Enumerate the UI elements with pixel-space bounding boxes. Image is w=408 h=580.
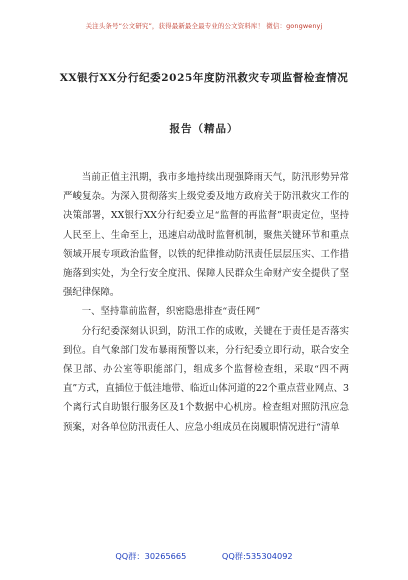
document-body: [63, 168, 349, 437]
body-paragraph: 分行纪委深刻认识到，防汛工作的成败，关键在于责任是否落实到位。自气象部门发布暴雨预警以来，分行纪委立即行动，联合安全保卫部、办公室等职能部门，组成多个监督检查组，采取“四不两直”方式，直插位于低洼地带、临近山体河道的22个重点营业网点、3个离行式自助银行服务区及1个数据中心机房。检查组对照防汛应急预案，对各单位防汛责任人、应急小组成员在岗履职情况进行“清单: [63, 325, 349, 433]
header-promo-note: 关注头条号“公文研究”，获得最新最全最专业的公文资料库！ 微信：gongwenyj: [85, 22, 323, 30]
footer-qq-groups: [0, 551, 408, 562]
document-title: XX银行XX分行纪委2025年度防汛救灾专项监督检查情况: [59, 72, 349, 84]
footer-qq-group-2: QQ群:535304092: [221, 551, 293, 561]
section-heading: 一、坚持靠前监督，织密隐患排查“责任网”: [81, 306, 261, 318]
footer-qq-group-1: QQ群：30265665: [115, 551, 187, 561]
body-paragraph: 当前正值主汛期，我市多地持续出现强降雨天气，防汛形势异常严峻复杂。为深入贯彻落实上级党委及地方政府关于防汛救灾工作的决策部署，XX银行XX分行纪委立足“监督的再监督”职责定位，坚持人民至上、生命至上，迅速启动战时监督机制，聚焦关键环节和重点领域开展专项政治监督，以铁的纪律推动防汛责任层层压实、工作措施落到实处，为全行安全度汛、保障人民群众生命财产安全提供了坚强纪律保障。: [63, 172, 349, 299]
document-subtitle: 报告（精品）: [169, 123, 239, 135]
